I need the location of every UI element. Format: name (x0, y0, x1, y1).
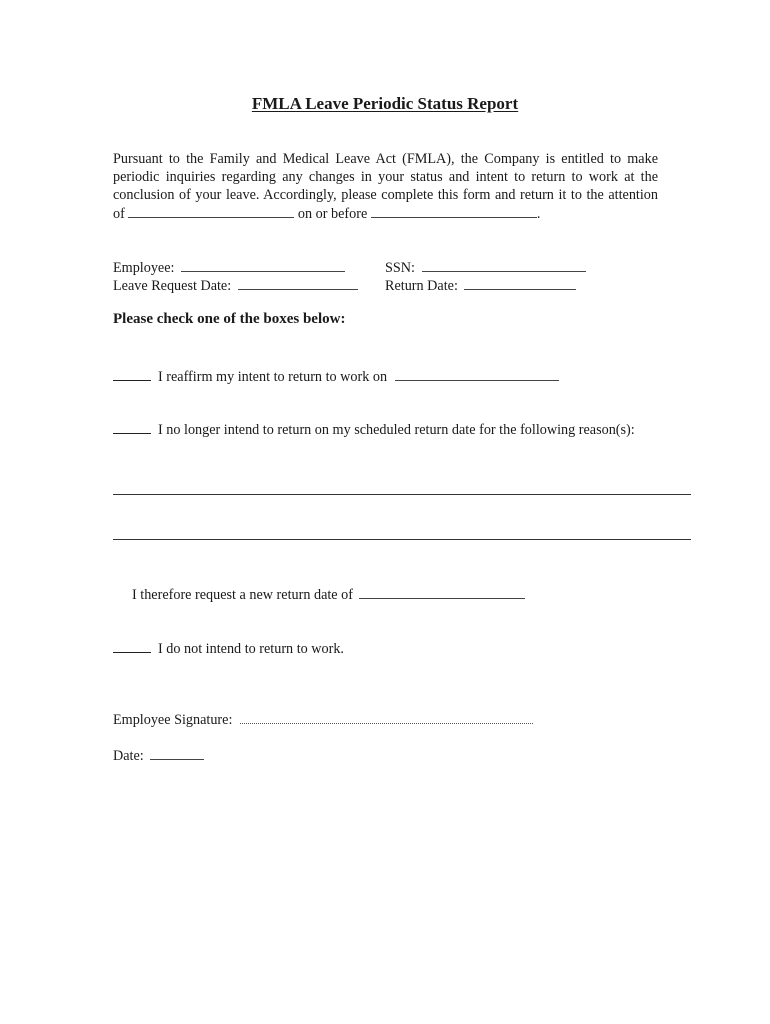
intro-paragraph (113, 150, 658, 223)
no-longer-label: I no longer intend to return on my scheduled return date for the following reason(s): (158, 422, 635, 438)
options-heading: Please check one of the boxes below: (113, 311, 346, 327)
attention-of-field[interactable] (128, 204, 294, 218)
ssn-field[interactable] (422, 258, 586, 272)
ssn-label: SSN: (385, 260, 415, 276)
signature-field[interactable] (240, 710, 533, 724)
form-title: FMLA Leave Periodic Status Report (251, 94, 519, 113)
due-date-field[interactable] (371, 204, 537, 218)
new-return-date-field[interactable] (359, 585, 525, 599)
date-label: Date: (113, 748, 144, 764)
no-longer-checkbox[interactable] (113, 420, 151, 434)
reaffirm-checkbox[interactable] (113, 367, 151, 381)
intro-on-or-before: on or before (297, 206, 368, 222)
reason-line-2[interactable] (113, 539, 691, 540)
option-not-return-row (113, 639, 344, 658)
option-no-longer-paragraph (113, 420, 658, 439)
intro-period: . (536, 206, 541, 222)
reason-line-1[interactable] (113, 494, 691, 495)
signature-row (113, 710, 533, 729)
date-row (113, 746, 204, 765)
reaffirm-label: I reaffirm my intent to return to work on (158, 369, 388, 385)
ssn-row (385, 258, 586, 277)
leave-request-date-field[interactable] (238, 276, 358, 290)
leave-request-date-row (113, 276, 358, 295)
date-field[interactable] (150, 746, 204, 760)
reaffirm-date-field[interactable] (395, 367, 559, 381)
option-reaffirm-row (113, 367, 559, 386)
employee-row (113, 258, 345, 277)
new-return-date-row (132, 585, 525, 604)
return-date-field[interactable] (464, 276, 576, 290)
leave-request-date-label: Leave Request Date: (113, 278, 232, 294)
new-return-date-label: I therefore request a new return date of (132, 587, 353, 603)
employee-label: Employee: (113, 260, 175, 276)
signature-label: Employee Signature: (113, 712, 233, 728)
return-date-label: Return Date: (385, 278, 458, 294)
not-return-checkbox[interactable] (113, 639, 151, 653)
employee-field[interactable] (181, 258, 345, 272)
intro-text: Pursuant to the Family and Medical Leave Act (FMLA), the Company is entitled to make periodic inquiries regarding any changes in your status and intent to return to work at the conclusion of your leave. Accordingly, please complete this form and return it to the attention of (113, 151, 658, 222)
return-date-row (385, 276, 576, 295)
not-return-label: I do not intend to return to work. (158, 641, 344, 657)
